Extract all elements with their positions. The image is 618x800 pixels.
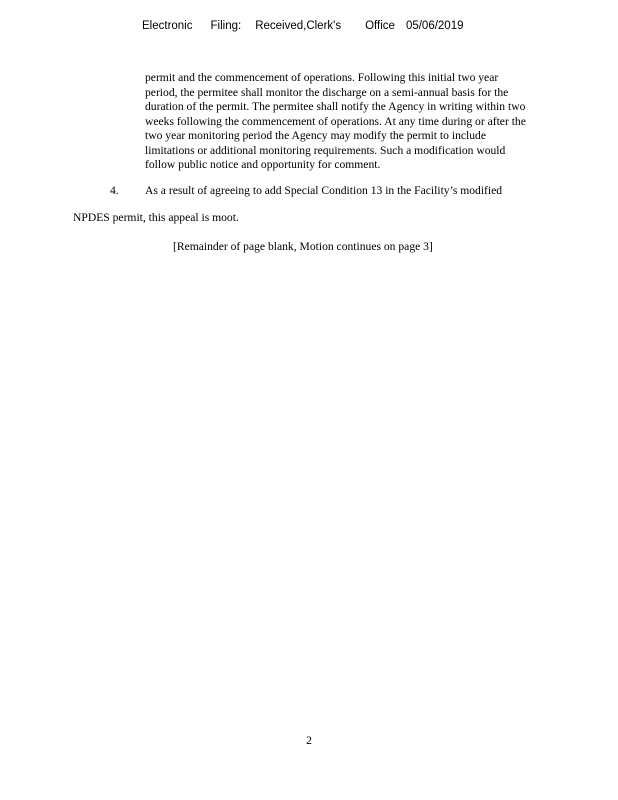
page-number: 2 — [306, 734, 312, 747]
quote-line: two year monitoring period the Agency may modify the permit to include — [145, 129, 486, 142]
remainder-note: [Remainder of page blank, Motion continues on page 3] — [173, 240, 433, 253]
quote-line: follow public notice and opportunity for comment. — [145, 158, 381, 171]
header-received-clerks: Received,Clerk's — [255, 20, 342, 32]
header-filing: Filing: — [210, 20, 242, 32]
quote-line: duration of the permit. The permitee shall notify the Agency in writing within two — [145, 100, 526, 113]
header-electronic: Electronic — [142, 20, 193, 32]
special-condition-quote — [145, 71, 597, 173]
quote-line: weeks following the commencement of operations. At any time during or after the — [145, 114, 526, 128]
electronic-filing-header — [142, 20, 464, 32]
paragraph-text-line: NPDES permit, this appeal is moot. — [73, 211, 239, 224]
quote-line: period, the permitee shall monitor the discharge on a semi-annual basis for the — [145, 85, 509, 99]
quote-line: limitations or additional monitoring requirements. Such a modification would — [145, 143, 506, 157]
paragraph-text-line: As a result of agreeing to add Special Condition 13 in the Facility’s modified — [145, 184, 503, 197]
quote-line: permit and the commencement of operations. Following this initial two year — [145, 71, 499, 84]
header-date: 05/06/2019 — [405, 20, 464, 32]
paragraph-number: 4. — [110, 184, 119, 197]
header-office: Office — [365, 20, 395, 32]
